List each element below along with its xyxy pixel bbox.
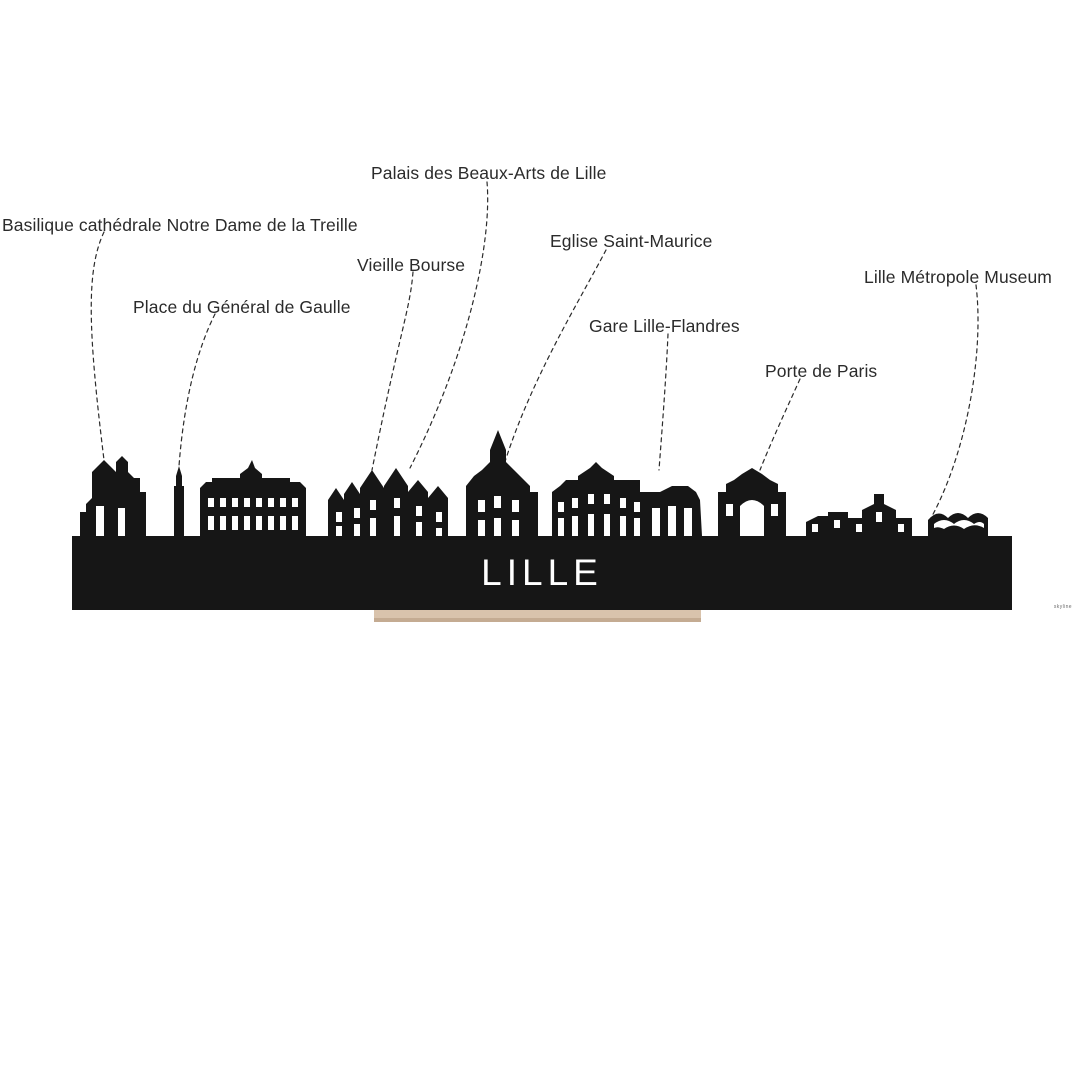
maker-mark: skyline — [1053, 604, 1072, 610]
landmark-basilique — [80, 456, 146, 536]
annotation-label-gare-lille-flandres: Gare Lille-Flandres — [589, 316, 740, 336]
display-base — [374, 608, 701, 622]
city-name: LILLE — [481, 552, 603, 593]
leader-line-vieille-bourse — [372, 272, 413, 470]
leader-line-palais-beaux-arts — [410, 182, 488, 468]
skyline-silhouette — [72, 430, 1012, 610]
annotation-label-place-gaulle: Place du Général de Gaulle — [133, 297, 351, 317]
landmark-place-gaulle — [174, 466, 184, 536]
annotation-label-porte-de-paris: Porte de Paris — [765, 361, 878, 381]
leader-line-eglise-saint-maurice — [503, 250, 606, 468]
annotation-label-basilique: Basilique cathédrale Notre Dame de la Treille — [2, 215, 358, 235]
leader-line-porte-de-paris — [760, 379, 800, 470]
leader-line-lille-metropole-museum — [931, 285, 978, 518]
annotation-label-lille-metropole-museum: Lille Métropole Museum — [864, 267, 1052, 287]
leader-line-basilique — [91, 232, 104, 460]
landmark-palais-beaux-arts — [466, 430, 538, 536]
annotation-label-eglise-saint-maurice: Eglise Saint-Maurice — [550, 231, 713, 251]
landmark-place-buildings — [200, 460, 306, 536]
leader-line-gare-lille-flandres — [659, 334, 668, 470]
landmark-vieille-bourse — [328, 468, 448, 536]
leader-line-place-gaulle — [179, 314, 215, 466]
annotation-label-vieille-bourse: Vieille Bourse — [357, 255, 466, 275]
annotation-label-palais-beaux-arts: Palais des Beaux-Arts de Lille — [371, 163, 607, 183]
